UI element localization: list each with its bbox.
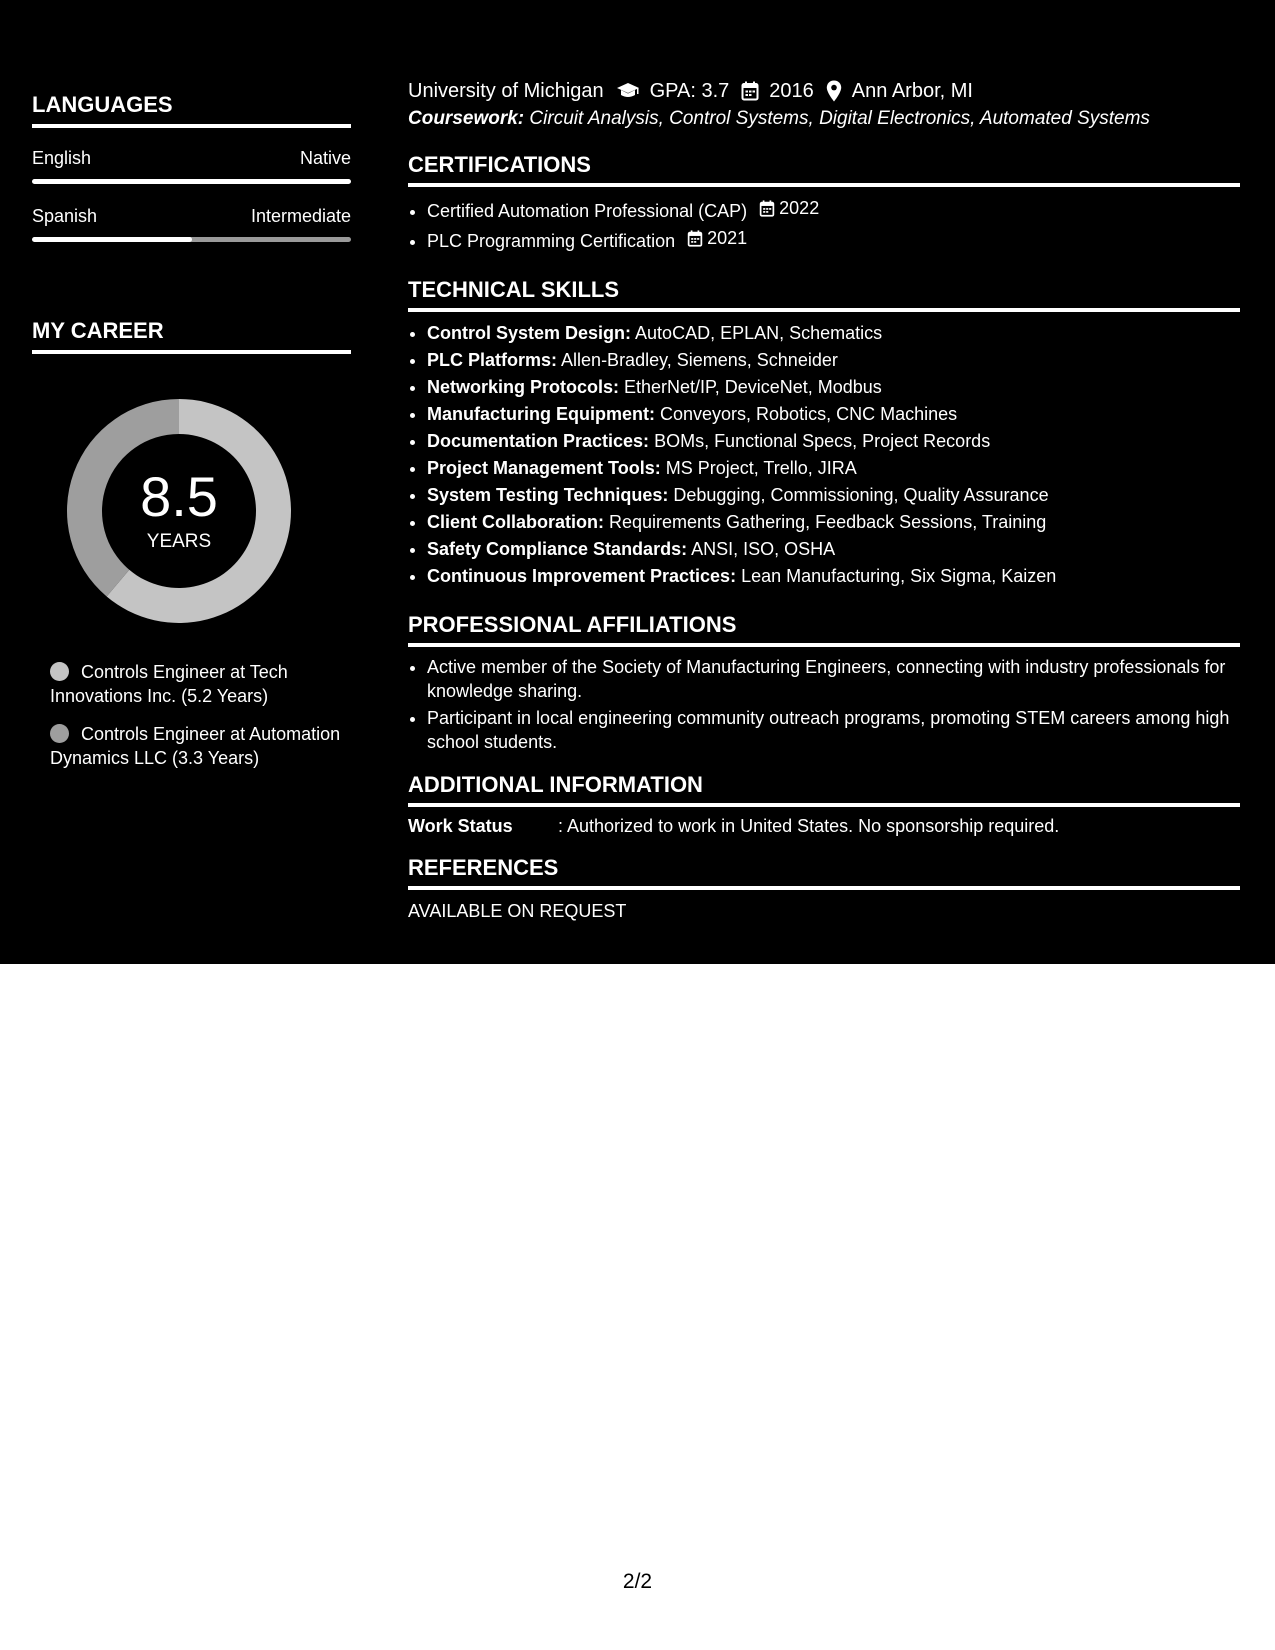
skill-item xyxy=(427,374,1240,401)
language-name: Spanish xyxy=(32,206,98,226)
skills-section xyxy=(408,277,1240,590)
certifications-list xyxy=(408,195,1240,255)
coursework-list: Circuit Analysis, Control Systems, Digital Electronics, Automated Systems xyxy=(524,108,1150,129)
career-legend xyxy=(50,660,351,770)
language-english xyxy=(32,148,351,184)
skill-label: PLC Platforms: xyxy=(427,350,558,370)
skill-label: Manufacturing Equipment: xyxy=(427,404,655,424)
coursework-label: Coursework: xyxy=(408,108,525,129)
calendar-icon xyxy=(687,230,703,247)
skill-value: AutoCAD, EPLAN, Schematics xyxy=(631,323,883,343)
skill-item xyxy=(427,536,1240,563)
skill-value: ANSI, ISO, OSHA xyxy=(687,539,836,559)
skill-label: Documentation Practices: xyxy=(427,431,650,451)
work-status-row xyxy=(408,816,1240,837)
legend-dot-icon xyxy=(50,662,69,681)
certifications-section xyxy=(408,152,1240,255)
affiliations-list xyxy=(408,655,1240,754)
skill-value: BOMs, Functional Specs, Project Records xyxy=(649,431,991,451)
certification-item xyxy=(427,225,1240,255)
skill-value: Allen-Bradley, Siemens, Schneider xyxy=(557,350,838,370)
skill-item xyxy=(427,401,1240,428)
affiliations-section xyxy=(408,612,1240,754)
affiliations-heading: PROFESSIONAL AFFILIATIONS xyxy=(408,612,1240,647)
skill-label: Safety Compliance Standards: xyxy=(427,539,688,559)
career-legend-item xyxy=(50,660,351,708)
additional-heading: ADDITIONAL INFORMATION xyxy=(408,772,1240,807)
certification-name: Certified Automation Professional (CAP) xyxy=(427,201,748,221)
language-level: Intermediate xyxy=(250,206,351,226)
education-school: University of Michigan xyxy=(408,79,604,102)
language-proficiency-fill xyxy=(32,237,192,242)
certifications-heading: CERTIFICATIONS xyxy=(408,152,1240,187)
skill-label: System Testing Techniques: xyxy=(427,485,669,505)
certification-year: 2021 xyxy=(707,228,748,248)
career-heading: MY CAREER xyxy=(32,318,351,354)
language-proficiency-bar xyxy=(32,179,351,184)
work-status-label: Work Status xyxy=(408,816,513,836)
skill-item xyxy=(427,320,1240,347)
references-section xyxy=(408,855,1240,922)
skill-value: EtherNet/IP, DeviceNet, Modbus xyxy=(619,377,882,397)
skill-item xyxy=(427,563,1240,590)
work-status-value: : Authorized to work in United States. No sponsorship required. xyxy=(558,816,1060,836)
career-legend-label: Controls Engineer at Tech Innovations Inc. (5.2 Years) xyxy=(50,662,288,706)
language-name: English xyxy=(32,148,92,168)
skill-label: Continuous Improvement Practices: xyxy=(427,566,737,586)
education-coursework xyxy=(408,108,1240,130)
language-proficiency-bar xyxy=(32,237,351,242)
affiliation-item: • Active member of the Society of Manufacturing Engineers, connecting with industry professionals for knowledge sharing. xyxy=(427,655,1240,703)
education-location: Ann Arbor, MI xyxy=(851,79,973,102)
skill-label: Client Collaboration: xyxy=(427,512,604,532)
graduation-cap-icon xyxy=(616,82,640,100)
skill-label: Networking Protocols: xyxy=(427,377,620,397)
skill-item xyxy=(427,509,1240,536)
career-donut-chart xyxy=(66,398,292,624)
page-number: 2/2 xyxy=(622,1570,653,1593)
education-year: 2016 xyxy=(769,79,814,102)
skill-item xyxy=(427,482,1240,509)
skill-value: Requirements Gathering, Feedback Sessions, Training xyxy=(604,512,1047,532)
skill-item xyxy=(427,347,1240,374)
additional-section xyxy=(408,772,1240,837)
skill-value: Debugging, Commissioning, Quality Assurance xyxy=(668,485,1049,505)
skill-label: Project Management Tools: xyxy=(427,458,661,478)
career-total-value: 8.5 xyxy=(140,465,218,528)
map-pin-icon xyxy=(826,80,842,102)
affiliation-item: • Participant in local engineering community outreach programs, promoting STEM careers among high school students. xyxy=(427,706,1240,754)
main-content xyxy=(408,76,1240,922)
education-line xyxy=(408,76,1240,106)
skill-value: Conveyors, Robotics, CNC Machines xyxy=(655,404,958,424)
language-spanish xyxy=(32,206,351,242)
career-total-unit: YEARS xyxy=(146,531,212,552)
career-legend-label: Controls Engineer at Automation Dynamics LLC (3.3 Years) xyxy=(50,724,341,768)
skill-item xyxy=(427,455,1240,482)
references-heading: REFERENCES xyxy=(408,855,1240,890)
calendar-icon xyxy=(741,81,759,101)
skills-heading: TECHNICAL SKILLS xyxy=(408,277,1240,312)
calendar-icon xyxy=(759,200,775,217)
education-gpa: GPA: 3.7 xyxy=(649,79,730,102)
skill-item xyxy=(427,428,1240,455)
certification-item xyxy=(427,195,1240,225)
languages-heading: LANGUAGES xyxy=(32,92,351,128)
skill-label: Control System Design: xyxy=(427,323,632,343)
sidebar xyxy=(32,92,351,784)
skills-list xyxy=(408,320,1240,590)
certification-year: 2022 xyxy=(779,198,820,218)
language-proficiency-fill xyxy=(32,179,351,184)
skill-value: MS Project, Trello, JIRA xyxy=(660,458,857,478)
language-level: Native xyxy=(299,148,351,168)
legend-dot-icon xyxy=(50,724,69,743)
skill-value: Lean Manufacturing, Six Sigma, Kaizen xyxy=(736,566,1057,586)
career-legend-item xyxy=(50,722,351,770)
references-text: AVAILABLE ON REQUEST xyxy=(408,901,627,921)
certification-name: PLC Programming Certification xyxy=(427,231,676,251)
